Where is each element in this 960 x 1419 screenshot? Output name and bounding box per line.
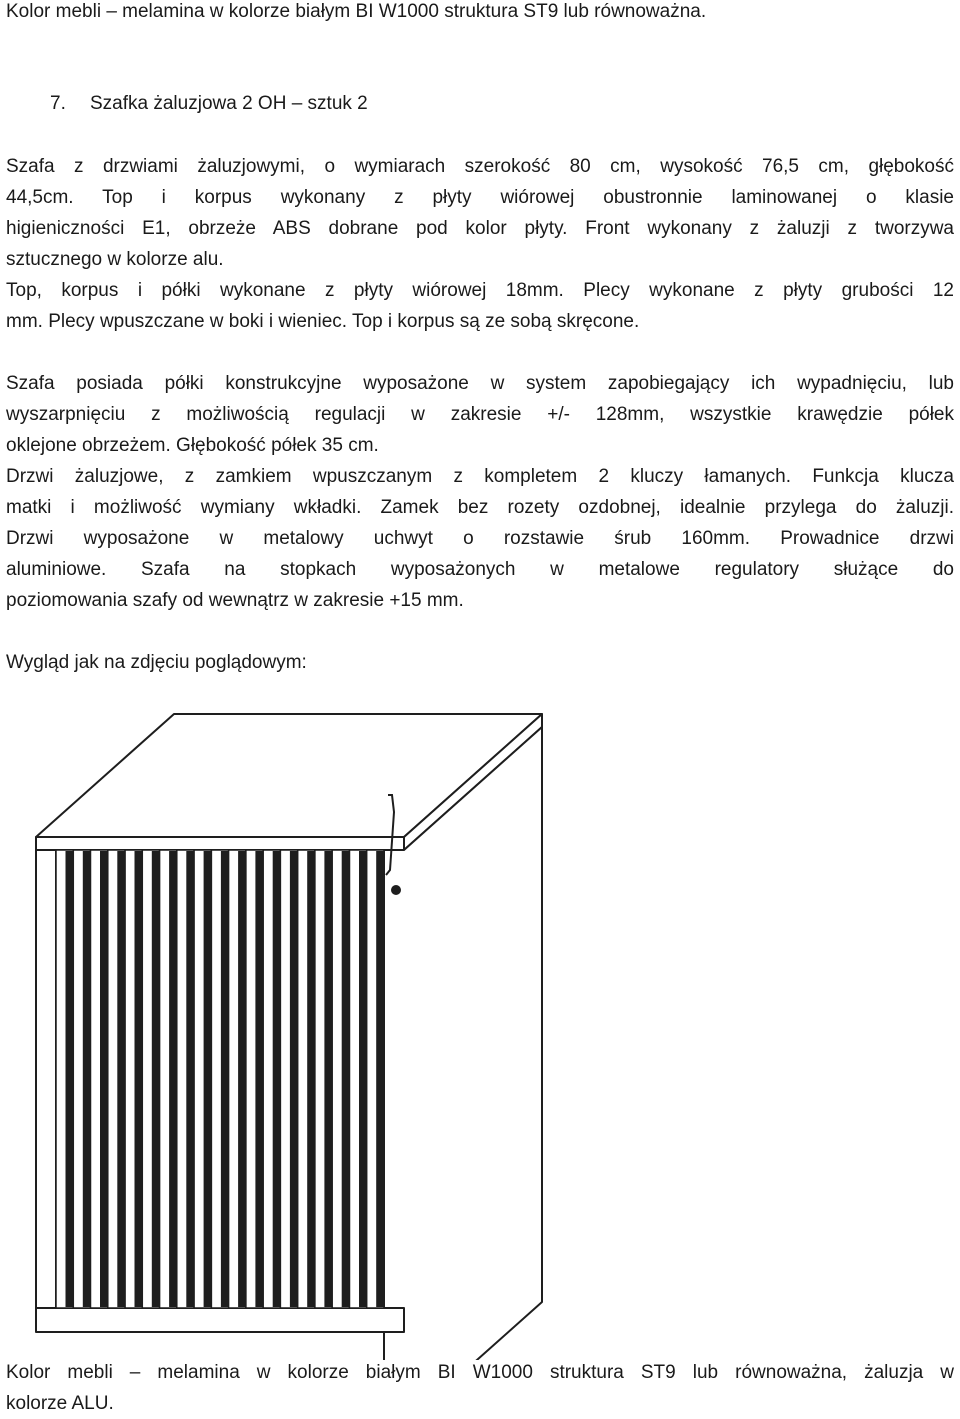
cabinet-plinth <box>36 1308 404 1332</box>
features-line: Drzwi żaluzjowe, z zamkiem wpuszczanym z kompletem 2 kluczy łamanych. Funkcja klucza <box>6 466 954 487</box>
features-line: Szafa posiada półki konstrukcyjne wyposażone w system zapobiegający ich wypadnięciu, lub <box>6 373 954 394</box>
preview-label: Wygląd jak na zdjęciu poglądowym: <box>6 652 307 673</box>
shutter-slat-shadow <box>66 851 74 1307</box>
shutter-slat-shadow <box>324 851 332 1307</box>
description-line: 44,5cm. Top i korpus wykonany z płyty wiórowej obustronnie laminowanej o klasie <box>6 187 954 208</box>
furniture-color-line: Kolor mebli – melamina w kolorze białym BI W1000 struktura ST9 lub równoważna. <box>6 1 707 22</box>
section-title: Szafka żaluzjowa 2 OH – sztuk 2 <box>90 93 368 114</box>
shutter-slat-shadow <box>100 851 108 1307</box>
description-line: sztucznego w kolorze alu. <box>6 249 224 270</box>
shutter-slat-shadow <box>273 851 281 1307</box>
shutter-slat-shadow <box>117 851 125 1307</box>
description-line: higieniczności E1, obrzeże ABS dobrane pod kolor płyty. Front wykonany z żaluzji z tworzywa <box>6 218 954 239</box>
shutter-slat-shadow <box>135 851 143 1307</box>
features-line: wyszarpnięciu z możliwością regulacji w zakresie +/- 128mm, wszystkie krawędzie półek <box>6 404 954 425</box>
features-line: aluminiowe. Szafa na stopkach wyposażonych w metalowe regulatory służące do <box>6 559 954 580</box>
shutter-slat-shadow <box>152 851 160 1307</box>
features-line: Drzwi wyposażone w metalowy uchwyt o rozstawie śrub 160mm. Prowadnice drzwi <box>6 528 954 549</box>
tambour-shutter <box>56 850 384 1308</box>
shutter-slat-shadow <box>83 851 91 1307</box>
section-heading <box>50 88 368 119</box>
features-line: matki i możliwość wymiany wkładki. Zamek bez rozety ozdobnej, idealnie przylega do żaluzji. <box>6 497 954 518</box>
cabinet-top-front-edge <box>36 837 404 850</box>
shutter-slat-shadow <box>290 851 298 1307</box>
description-line: mm. Plecy wpuszczane w boki i wieniec. Top i korpus są ze sobą skręcone. <box>6 311 640 332</box>
cabinet-left-panel <box>36 850 56 1308</box>
lock-icon <box>391 885 401 895</box>
description-line: Top, korpus i półki wykonane z płyty wiórowej 18mm. Plecy wykonane z płyty grubości 12 <box>6 280 954 301</box>
shutter-slat-shadow <box>342 851 350 1307</box>
bottom-color-line: Kolor mebli – melamina w kolorze białym BI W1000 struktura ST9 lub równoważna, żaluzja w <box>6 1362 954 1383</box>
shutter-slat-shadow <box>186 851 194 1307</box>
section-number: 7. <box>50 93 66 114</box>
shutter-slat-shadow <box>169 851 177 1307</box>
shutter-slat-shadow <box>359 851 367 1307</box>
shutter-slat-shadow <box>255 851 263 1307</box>
bottom-color-line: kolorze ALU. <box>6 1393 114 1414</box>
shutter-slat-shadow <box>204 851 212 1307</box>
features-line: oklejone obrzeżem. Głębokość półek 35 cm. <box>6 435 379 456</box>
shutter-slat-shadow <box>376 851 384 1307</box>
shutter-slat-shadow <box>238 851 246 1307</box>
description-line: Szafa z drzwiami żaluzjowymi, o wymiarach szerokość 80 cm, wysokość 76,5 cm, głębokość <box>6 156 954 177</box>
shutter-slat-shadow <box>307 851 315 1307</box>
shutter-slat-shadow <box>221 851 229 1307</box>
features-line: poziomowania szafy od wewnątrz w zakresie +15 mm. <box>6 590 464 611</box>
cabinet-drawing <box>0 700 960 1360</box>
